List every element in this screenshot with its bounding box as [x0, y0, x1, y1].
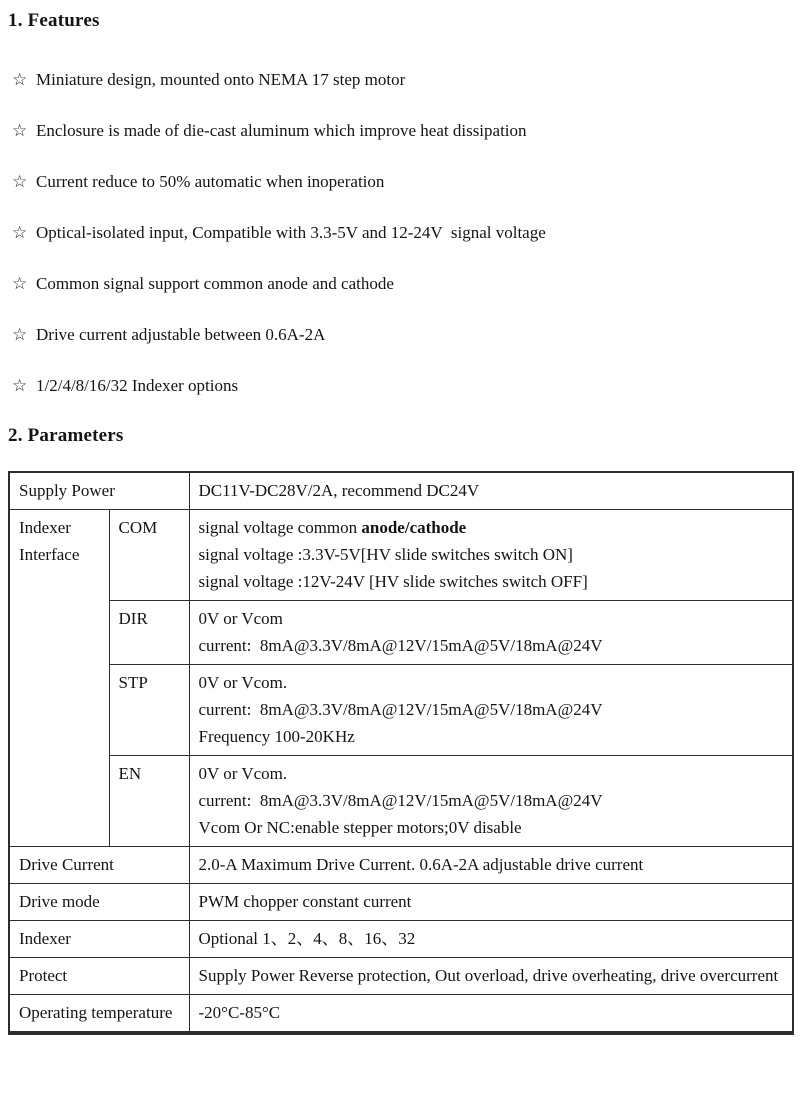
com-line-2: signal voltage :3.3V-5V[HV slide switches switch ON]: [198, 545, 573, 564]
list-item: [8, 323, 792, 347]
supply-power-label-cell: Supply Power: [9, 472, 189, 510]
star-bullet-icon: ☆: [12, 70, 28, 90]
feature-text: Miniature design, mounted onto NEMA 17 step motor: [36, 70, 406, 89]
com-value-cell: [189, 510, 793, 601]
stp-line-1: 0V or Vcom.: [198, 673, 288, 692]
star-bullet-icon: ☆: [12, 121, 28, 141]
table-row: [9, 665, 793, 756]
drive-current-label-cell: Drive Current: [9, 847, 189, 884]
list-item: [8, 221, 792, 245]
en-label-cell: EN: [109, 756, 189, 847]
protect-label-cell: Protect: [9, 958, 189, 995]
parameters-heading: 2. Parameters: [8, 425, 124, 446]
stp-label-cell: STP: [109, 665, 189, 756]
en-value-cell: [189, 756, 793, 847]
com-line-3: signal voltage :12V-24V [HV slide switches switch OFF]: [198, 572, 588, 591]
feature-text: Drive current adjustable between 0.6A-2A: [36, 325, 326, 344]
feature-text: 1/2/4/8/16/32 Indexer options: [36, 376, 239, 395]
dir-line-2: current: 8mA@3.3V/8mA@12V/15mA@5V/18mA@24V: [198, 636, 603, 655]
feature-text: Enclosure is made of die-cast aluminum which improve heat dissipation: [36, 121, 527, 140]
star-bullet-icon: ☆: [12, 172, 28, 192]
table-row: [9, 756, 793, 847]
supply-power-value-cell: DC11V-DC28V/2A, recommend DC24V: [189, 472, 793, 510]
features-list: [8, 68, 792, 398]
list-item: [8, 68, 792, 92]
protect-value-cell: Supply Power Reverse protection, Out overload, drive overheating, drive overcurrent: [189, 958, 793, 995]
list-item: [8, 272, 792, 296]
com-label-cell: COM: [109, 510, 189, 601]
drive-mode-label-cell: Drive mode: [9, 884, 189, 921]
table-row: [9, 847, 793, 884]
table-row: [9, 510, 793, 601]
table-row: [9, 601, 793, 665]
en-line-1: 0V or Vcom.: [198, 764, 288, 783]
table-row: [9, 958, 793, 995]
star-bullet-icon: ☆: [12, 223, 28, 243]
dir-line-1: 0V or Vcom: [198, 609, 283, 628]
list-item: [8, 119, 792, 143]
stp-line-2: current: 8mA@3.3V/8mA@12V/15mA@5V/18mA@24V: [198, 700, 603, 719]
indexer-value-cell: Optional 1、2、4、8、16、32: [189, 921, 793, 958]
indexer-label-cell: Indexer: [9, 921, 189, 958]
list-item: [8, 170, 792, 194]
drive-mode-value-cell: PWM chopper constant current: [189, 884, 793, 921]
table-row: [9, 995, 793, 1034]
star-bullet-icon: ☆: [12, 325, 28, 345]
features-heading: 1. Features: [8, 10, 100, 31]
en-line-3: Vcom Or NC:enable stepper motors;0V disable: [198, 818, 522, 837]
dir-value-cell: [189, 601, 793, 665]
operating-temperature-value-cell: -20°C-85°C: [189, 995, 793, 1034]
star-bullet-icon: ☆: [12, 274, 28, 294]
operating-temperature-label-cell: Operating temperature: [9, 995, 189, 1034]
table-row: [9, 884, 793, 921]
feature-text: Optical-isolated input, Compatible with 3.3-5V and 12-24V signal voltage: [36, 223, 546, 242]
en-line-2: current: 8mA@3.3V/8mA@12V/15mA@5V/18mA@24V: [198, 791, 603, 810]
star-bullet-icon: ☆: [12, 376, 28, 396]
dir-label-cell: DIR: [109, 601, 189, 665]
table-row: [9, 472, 793, 510]
list-item: [8, 374, 792, 398]
table-row: [9, 921, 793, 958]
drive-current-value-cell: 2.0-A Maximum Drive Current. 0.6A-2A adjustable drive current: [189, 847, 793, 884]
stp-line-3: Frequency 100-20KHz: [198, 727, 355, 746]
feature-text: Current reduce to 50% automatic when inoperation: [36, 172, 385, 191]
indexer-interface-label-cell: Indexer Interface: [9, 510, 109, 847]
parameters-table: [8, 471, 794, 1035]
com-line-1: signal voltage common anode/cathode: [198, 518, 467, 537]
feature-text: Common signal support common anode and cathode: [36, 274, 394, 293]
stp-value-cell: [189, 665, 793, 756]
com-bold-text: anode/cathode: [361, 518, 467, 537]
